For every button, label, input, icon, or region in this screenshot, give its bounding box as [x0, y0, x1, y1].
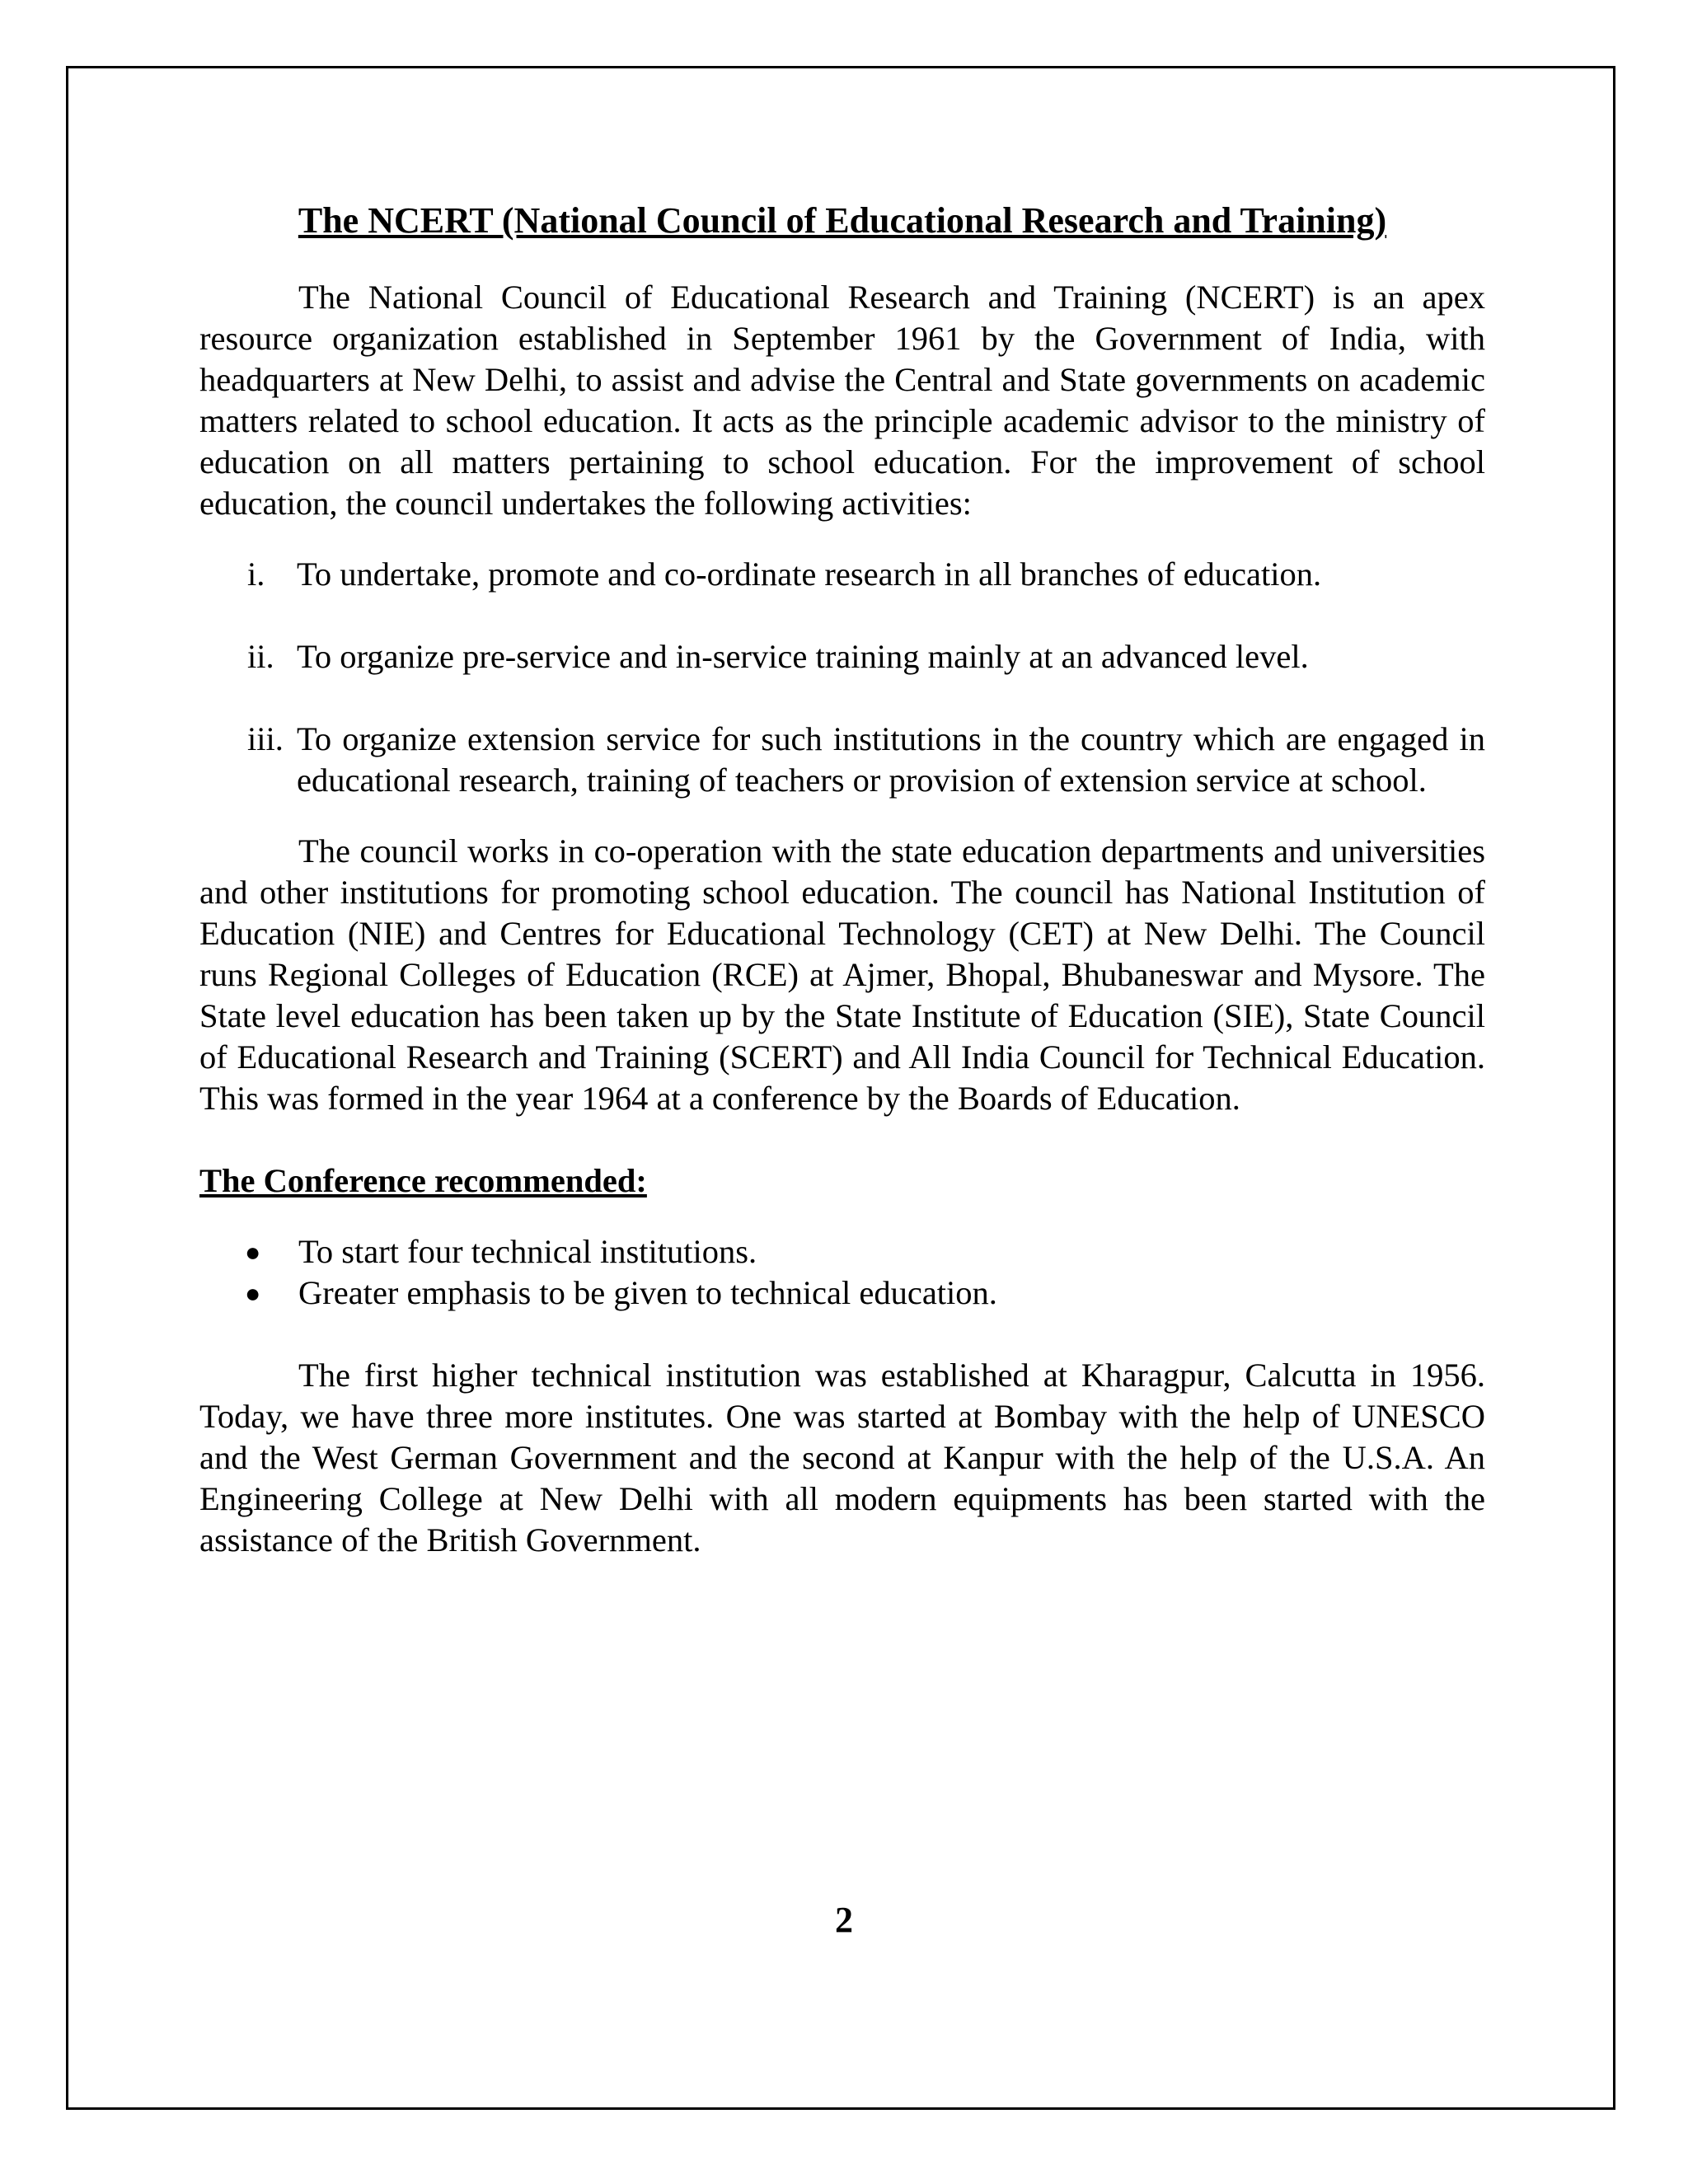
recommendations-list — [199, 1231, 1485, 1314]
list-item-number: iii. — [247, 720, 284, 757]
list-item — [199, 1272, 1485, 1314]
list-item-text: To organize extension service for such institutions in the country which are engaged in educational research, training of teachers or provision of extension service at school. — [297, 720, 1485, 799]
intro-paragraph: The National Council of Educational Research and Training (NCERT) is an apex resource organization established in September 1961 by the Government of India, with headquarters at New Delhi, to assist and advise the Central and State governments on academic matters related to school education. It acts as the principle academic advisor to the ministry of education on all matters pertaining to school education. For the improvement of school education, the council undertakes the following activities: — [199, 279, 1485, 522]
list-item — [199, 636, 1485, 677]
list-item-number: i. — [247, 555, 265, 593]
list-item — [199, 554, 1485, 595]
page-number: 2 — [835, 1900, 853, 1940]
conference-heading: The Conference recommended: — [199, 1162, 647, 1199]
institutions-paragraph: The first higher technical institution was established at Kharagpur, Calcutta in 1956. Today, we have three more institutes. One was started at Bombay with the help of UNESCO and the West German Government and the second at Kanpur with the help of the U.S.A. An Engineering College at New Delhi with all modern equipments has been started with the assistance of the British Government. — [199, 1357, 1485, 1558]
council-paragraph: The council works in co-operation with the state education departments and universities and other institutions for promoting school education. The council has National Institution of Education (NIE) and Centres for Educational Technology (CET) at New Delhi. The Council runs Regional Colleges of Education (RCE) at Ajmer, Bhopal, Bhubaneswar and Mysore. The State level education has been taken up by the State Institute of Education (SIE), State Council of Educational Research and Training (SCERT) and All India Council for Technical Education. This was formed in the year 1964 at a conference by the Boards of Education. — [199, 832, 1485, 1117]
bullet-icon: ● — [245, 1278, 261, 1308]
bullet-icon: ● — [245, 1237, 261, 1267]
list-item-text: To start four technical institutions. — [298, 1233, 757, 1270]
document-body — [199, 194, 1485, 1561]
list-item-text: To organize pre-service and in-service training mainly at an advanced level. — [297, 638, 1309, 675]
list-item-text: To undertake, promote and co-ordinate research in all branches of education. — [297, 555, 1322, 593]
list-item — [199, 719, 1485, 801]
list-item-text: Greater emphasis to be given to technical education. — [298, 1274, 997, 1311]
list-item — [199, 1231, 1485, 1272]
list-item-number: ii. — [247, 638, 274, 675]
activities-list — [199, 554, 1485, 801]
document-title: The NCERT (National Council of Educational Research and Training) — [298, 200, 1387, 241]
